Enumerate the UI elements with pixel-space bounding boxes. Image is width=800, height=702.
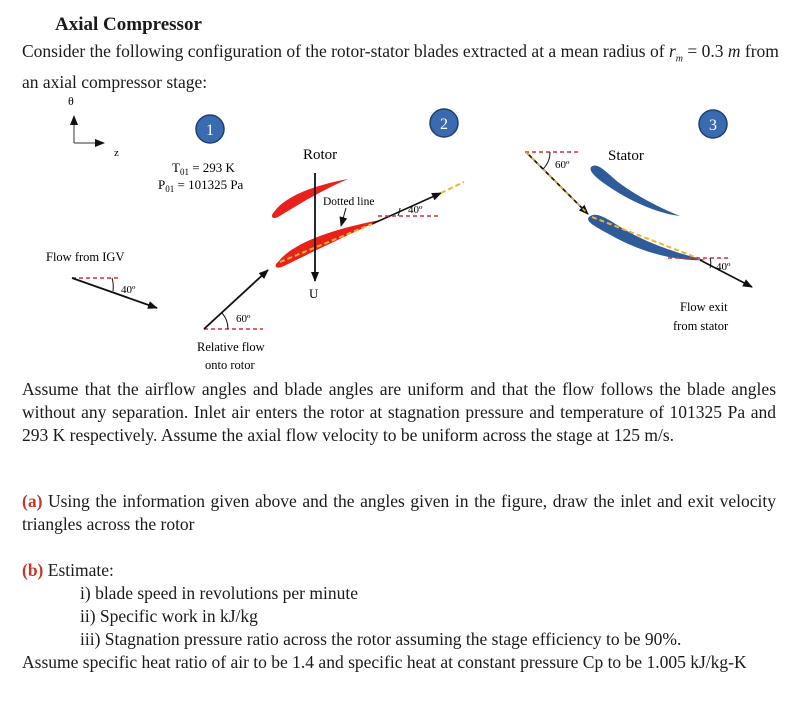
rotor-exit-angle-label: 40º xyxy=(408,204,423,216)
axis-theta-label: θ xyxy=(68,94,74,108)
dotted-line-label: Dotted line xyxy=(323,196,375,208)
blade-speed-label: U xyxy=(309,286,319,301)
part-a-label: (a) xyxy=(22,491,43,511)
part-b-final-note: Assume specific heat ratio of air to be 1.4 and specific heat at constant pressure Cp to be 1.005 kJ/kg-K xyxy=(22,652,747,672)
stator-exit-angle-label: 40º xyxy=(716,261,731,273)
coordinate-axes xyxy=(68,94,119,159)
stator-inlet-angle-label: 60º xyxy=(555,159,570,171)
station-3-badge xyxy=(699,110,727,138)
rotor-exit-arrow xyxy=(372,193,441,224)
rotor-exit-dash xyxy=(441,182,464,193)
station-2-badge xyxy=(430,109,458,137)
part-b: (b) Estimate: xyxy=(22,560,114,580)
flow-from-igv-label: Flow from IGV xyxy=(46,250,125,264)
flow-exit-label-1: Flow exit xyxy=(680,300,728,314)
svg-text:2: 2 xyxy=(440,116,448,133)
igv-flow-group xyxy=(46,250,157,308)
part-b-item-1: i) blade speed in revolutions per minute xyxy=(80,583,358,603)
assumptions-paragraph: Assume that the airflow angles and blade angles are uniform and that the flow follows the blade angles without any separation. Inlet air enters the rotor at stagnation pressure and temperature of 101325 Pa and 293 K respectively. Assume the axial flow velocity to be uniform across the stage at 125 m/s. xyxy=(22,379,776,445)
relative-flow-label-1: Relative flow xyxy=(197,340,265,354)
stator-blade-top xyxy=(591,165,680,216)
stator-label: Stator xyxy=(608,148,644,164)
relative-flow-group xyxy=(197,270,268,372)
p01-condition: $P_{01} = 101325$ Pa xyxy=(158,177,244,194)
intro-paragraph: Consider the following configuration of the rotor-stator blades extracted at a mean radius of $r_m = 0.3$ m from an axial compressor stage: xyxy=(22,41,779,92)
stator-blades xyxy=(525,148,752,333)
axis-z-label: z xyxy=(114,147,119,159)
part-b-item-3: iii) Stagnation pressure ratio across the rotor assuming the stage efficiency to be 90%. xyxy=(80,629,682,649)
part-b-item-2: ii) Specific work in kJ/kg xyxy=(80,606,258,626)
relative-flow-angle-label: 60º xyxy=(236,313,251,325)
svg-text:3: 3 xyxy=(709,117,717,134)
rotor-label: Rotor xyxy=(303,147,338,163)
svg-text:1: 1 xyxy=(206,122,214,139)
rotor-blades xyxy=(272,147,464,301)
part-b-label: (b) xyxy=(22,560,44,580)
relative-flow-label-2: onto rotor xyxy=(205,358,255,372)
flow-exit-label-2: from stator xyxy=(673,319,729,333)
station-1-badge xyxy=(196,115,224,143)
page-title: Axial Compressor xyxy=(55,14,202,35)
igv-angle-label: 40º xyxy=(121,284,136,296)
part-a: (a) Using the information given above and the angles given in the figure, draw the inlet and exit velocity triangles across the rotor xyxy=(22,491,776,534)
t01-condition: $T_{01} = 293$ K xyxy=(172,160,235,177)
